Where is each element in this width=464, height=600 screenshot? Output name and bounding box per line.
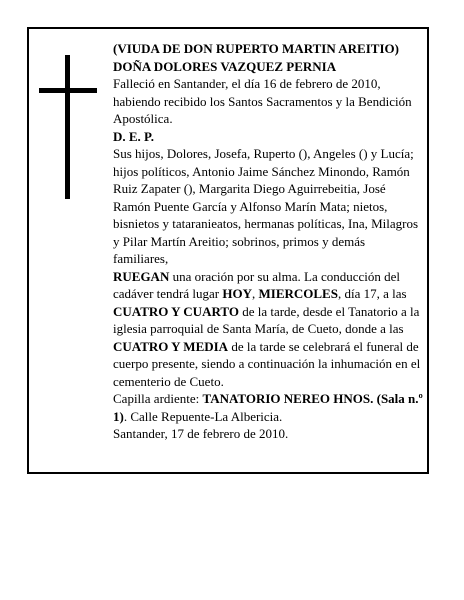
chapel-label: Capilla ardiente: [113, 391, 203, 406]
cross-horizontal-bar [39, 88, 97, 93]
request-text-3: , día 17, a las [337, 286, 407, 301]
departure-time: CUATRO Y CUARTO [113, 303, 239, 319]
hoy-word: HOY [222, 286, 252, 301]
place-date: Santander, 17 de febrero de 2010. [113, 426, 289, 441]
tanatorio-name: TANATORIO NEREO HNOS. [202, 391, 374, 406]
deceased-name: DOÑA DOLORES VAZQUEZ PERNIA [113, 58, 337, 74]
funeral-request [113, 268, 423, 391]
family-list: Sus hijos, Dolores, Josefa, Ruperto (), Angeles () y Lucía; hijos políticos, Antonio Jaime Sánchez Minondo, Ramón Ruiz Zapater (), Margarita Diego Aguirrebeitia, José Ramón Puente García y Alfonso Marín Mata; nietos, bisnietos y tataranieatos, hermanas políticas, Ina, Milagros y Pilar Martín Areitio; sobrinos, primos y demás familiares, [113, 146, 419, 266]
obituary-notice [27, 27, 429, 474]
weekday: MIERCOLES [258, 286, 338, 301]
cross-vertical-bar [65, 55, 70, 199]
widow-of-line: (VIUDA DE DON RUPERTO MARTIN AREITIO) [113, 41, 399, 56]
ruegan-word: RUEGAN [113, 268, 170, 284]
notice-text [113, 40, 423, 443]
cross-icon [39, 55, 97, 199]
funeral-time: CUATRO Y MEDIA [113, 338, 229, 354]
chapel-address: . Calle Repuente-La Albericia. [123, 408, 283, 424]
request-text-1: una oración por su alma. La conducción del cadáver tendrá lugar [113, 268, 401, 301]
chapel-info [113, 390, 423, 425]
request-text-2: , [251, 286, 259, 301]
request-text-4: de la tarde, desde el Tanatorio a la iglesia parroquial de Santa María, de Cueto, donde a las [113, 303, 420, 336]
chapel-room: (Sala n.º 1) [113, 391, 423, 424]
request-text-5: de la tarde se celebrará el funeral de cuerpo presente, siendo a continuación la inhumación en el cementerio de Cueto. [113, 338, 421, 389]
death-statement: Falleció en Santander, el día 16 de febrero de 2010, habiendo recibido los Santos Sacramentos y la Bendición Apostólica. [113, 76, 412, 126]
rip-line: D. E. P. [113, 128, 155, 144]
